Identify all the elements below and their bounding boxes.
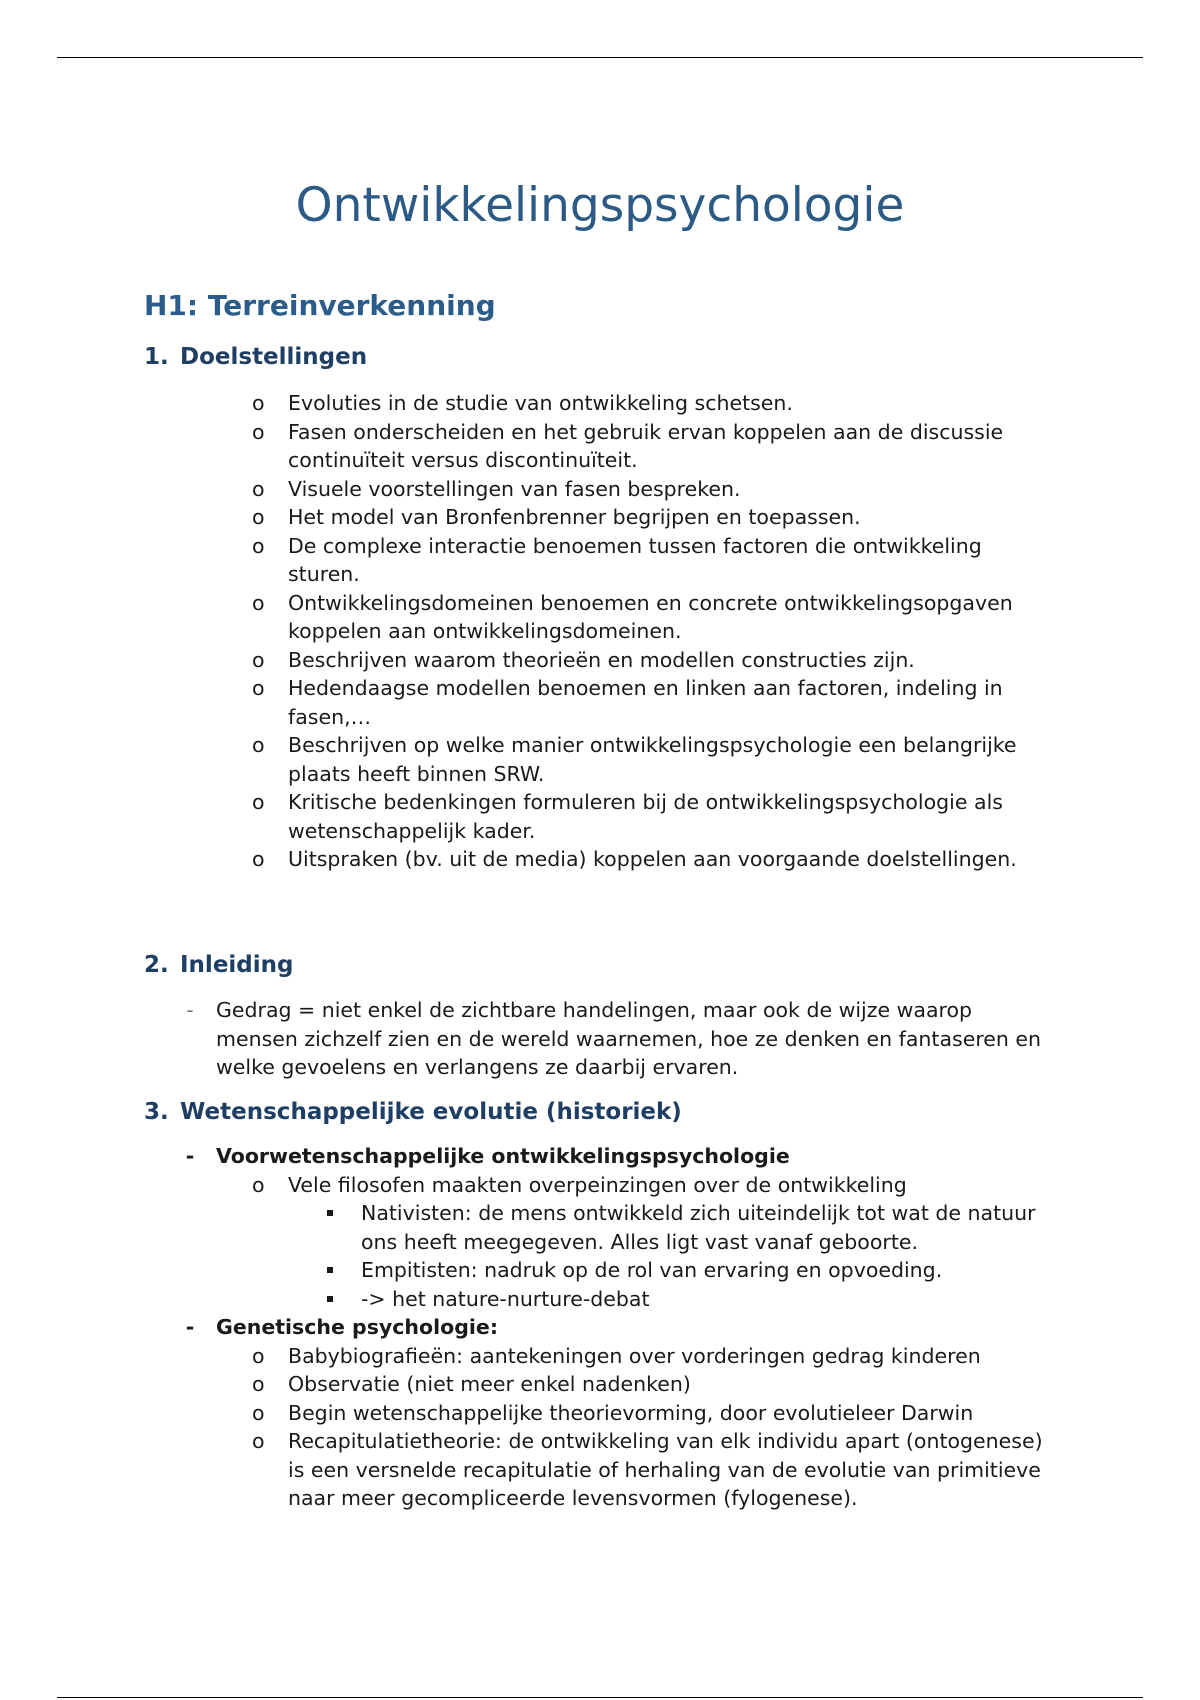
circle-bullet-icon: o <box>252 419 265 444</box>
section-heading-doelstellingen <box>144 342 367 372</box>
list-item <box>0 1199 1060 1256</box>
list-item <box>0 503 1060 532</box>
list-item <box>0 1313 1060 1342</box>
objective-text: Visuele voorstellingen van fasen bespreken. <box>288 476 741 501</box>
objectives-list <box>0 389 1060 874</box>
circle-bullet-icon: o <box>252 733 265 757</box>
history-subitem: Nativisten: de mens ontwikkeld zich uiteindelijk tot wat de natuur ons heeft meegegeven. Alles ligt vast vanaf geboorte. <box>361 1201 1036 1254</box>
section-title: Inleiding <box>180 952 294 978</box>
objective-text: Uitspraken (bv. uit de media) koppelen aan voorgaande doelstellingen. <box>288 847 1017 871</box>
history-label: Genetische psychologie: <box>216 1315 499 1339</box>
square-bullet-icon <box>327 1296 333 1302</box>
section-number: 3. <box>144 1099 169 1125</box>
circle-bullet-icon: o <box>252 847 265 871</box>
circle-bullet-icon: o <box>252 391 265 415</box>
list-item <box>0 418 1060 475</box>
circle-bullet-icon: o <box>252 1400 265 1425</box>
list-item <box>0 1256 1060 1285</box>
objective-text: Beschrijven op welke manier ontwikkelingspsychologie een belangrijke plaats heeft binnen SRW. <box>288 733 1017 786</box>
intro-list <box>0 996 1045 1082</box>
history-list <box>0 1142 1060 1513</box>
objective-text: Het model van Bronfenbrenner begrijpen en toepassen. <box>288 505 861 529</box>
section-title: Wetenschappelijke evolutie (historiek) <box>180 1099 682 1125</box>
circle-bullet-icon: o <box>252 1372 265 1396</box>
dash-bullet-icon: - <box>185 1144 195 1168</box>
list-item <box>0 1342 1060 1371</box>
history-subitem: -> het nature-nurture-debat <box>361 1286 650 1311</box>
header-rule <box>57 57 1143 58</box>
circle-bullet-icon: o <box>252 676 265 700</box>
list-item <box>0 731 1060 788</box>
list-item <box>0 389 1060 418</box>
list-item <box>0 788 1060 845</box>
square-bullet-icon <box>327 1210 333 1216</box>
list-item <box>0 1427 1060 1513</box>
circle-bullet-icon: o <box>252 1172 265 1197</box>
section-number: 2. <box>144 952 169 978</box>
history-item: Recapitulatietheorie: de ontwikkeling van elk individu apart (ontogenese) is een versnelde recapitulatie of herhaling van de evolutie van primitieve naar meer gecompliceerde levensvormen (fylogenese). <box>288 1429 1043 1510</box>
section-number: 1. <box>144 344 169 370</box>
objective-text: Ontwikkelingsdomeinen benoemen en concrete ontwikkelingsopgaven koppelen aan ontwikkelingsdomeinen. <box>288 590 1013 643</box>
circle-bullet-icon: o <box>252 476 265 501</box>
objective-text: Beschrijven waarom theorieën en modellen constructies zijn. <box>288 647 915 672</box>
section-heading-inleiding <box>144 950 293 980</box>
square-bullet-icon <box>327 1267 333 1273</box>
chapter-heading: H1: Terreinverkenning <box>144 289 496 322</box>
list-item <box>0 845 1060 874</box>
list-item <box>0 475 1060 504</box>
circle-bullet-icon: o <box>252 790 265 814</box>
section-heading-historiek <box>144 1097 682 1127</box>
objective-text: Kritische bedenkingen formuleren bij de ontwikkelingspsychologie als wetenschappelijk kader. <box>288 790 1003 843</box>
circle-bullet-icon: o <box>252 1429 265 1453</box>
list-item <box>0 1370 1060 1399</box>
circle-bullet-icon: o <box>252 533 265 558</box>
dash-bullet-icon: - <box>186 998 194 1022</box>
list-item <box>0 1399 1060 1428</box>
history-subitem: Empitisten: nadruk op de rol van ervaring en opvoeding. <box>361 1258 943 1282</box>
objective-text: De complexe interactie benoemen tussen factoren die ontwikkeling sturen. <box>288 533 982 586</box>
list-item <box>0 674 1060 731</box>
objective-text: Fasen onderscheiden en het gebruik ervan koppelen aan de discussie continuïteit versus discontinuïteit. <box>288 419 1004 472</box>
list-item <box>0 1285 1060 1314</box>
history-item: Begin wetenschappelijke theorievorming, door evolutieleer Darwin <box>288 1400 974 1425</box>
footer-rule <box>57 1697 1143 1698</box>
objective-text: Evoluties in de studie van ontwikkeling schetsen. <box>288 391 793 415</box>
list-item <box>0 646 1060 675</box>
circle-bullet-icon: o <box>252 1343 265 1368</box>
list-item <box>0 532 1060 589</box>
objective-text: Hedendaagse modellen benoemen en linken aan factoren, indeling in fasen,… <box>288 676 1003 729</box>
circle-bullet-icon: o <box>252 505 265 529</box>
list-item <box>0 1142 1060 1171</box>
dash-bullet-icon: - <box>185 1315 195 1339</box>
page-title: Ontwikkelingspsychologie <box>295 178 905 233</box>
history-label: Voorwetenschappelijke ontwikkelingspsychologie <box>216 1144 790 1168</box>
history-item: Observatie (niet meer enkel nadenken) <box>288 1372 691 1396</box>
list-item <box>0 996 1045 1082</box>
intro-text: Gedrag = niet enkel de zichtbare handelingen, maar ook de wijze waarop mensen zichzelf zien en de wereld waarnemen, hoe ze denken en fantaseren en welke gevoelens en verlangens ze daarbij ervaren. <box>216 998 1042 1079</box>
circle-bullet-icon: o <box>252 590 265 615</box>
history-item: Babybiografieën: aantekeningen over vorderingen gedrag kinderen <box>288 1343 981 1368</box>
list-item <box>0 589 1060 646</box>
list-item <box>0 1171 1060 1200</box>
history-item: Vele filosofen maakten overpeinzingen over de ontwikkeling <box>288 1172 907 1197</box>
circle-bullet-icon: o <box>252 647 265 672</box>
section-title: Doelstellingen <box>180 344 368 370</box>
